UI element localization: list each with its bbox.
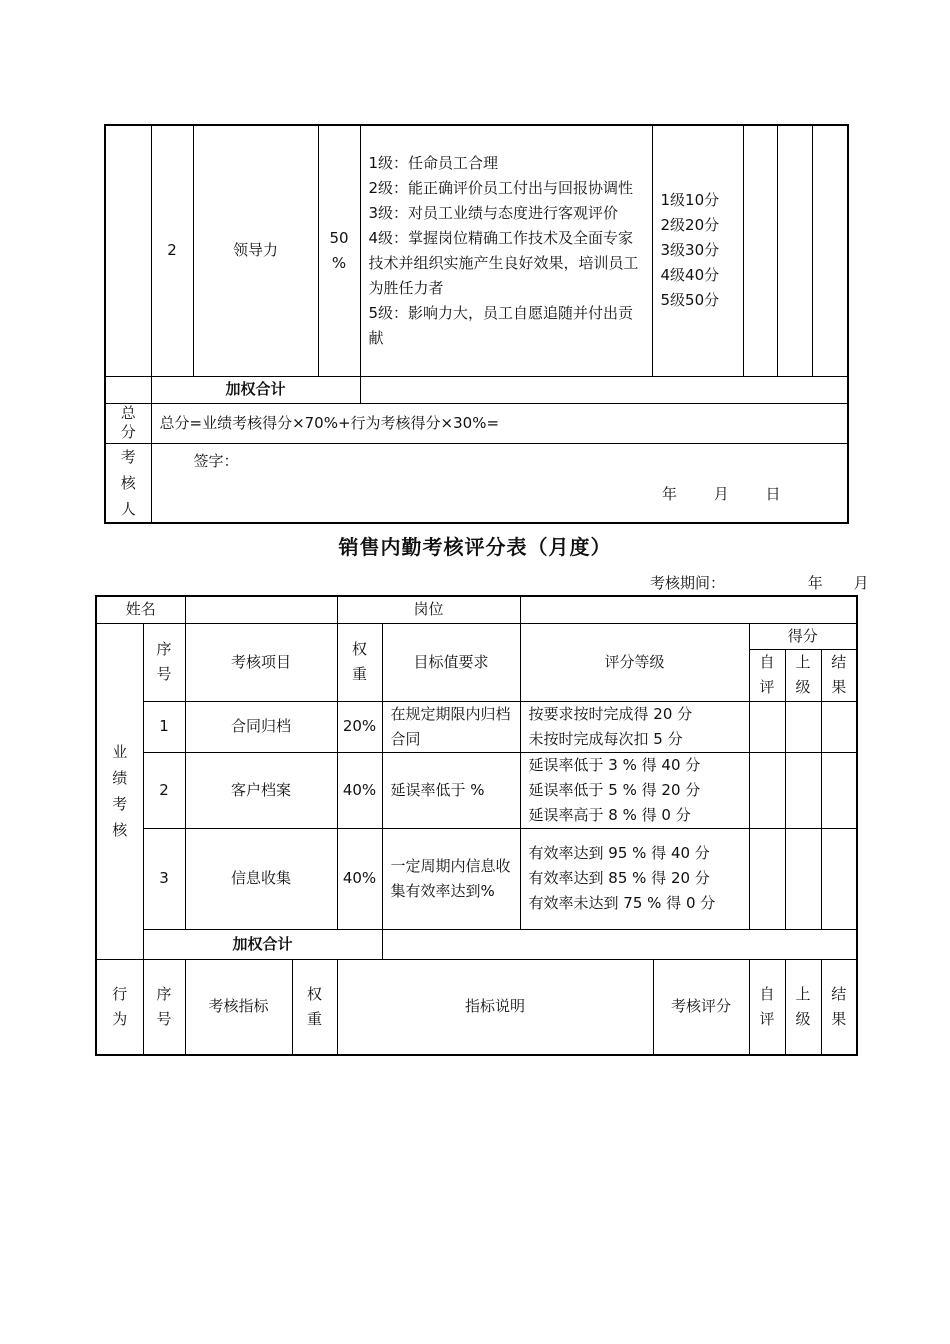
name-value[interactable] [185, 596, 337, 623]
header-self: 自 评 [749, 649, 785, 701]
superior-score-cell[interactable] [785, 828, 821, 929]
superior-score-cell[interactable] [785, 752, 821, 828]
row-target: 在规定期限内归档合同 [382, 701, 520, 752]
row-item: 信息收集 [185, 828, 337, 929]
table-row [96, 752, 857, 828]
name-label: 姓名 [96, 596, 185, 623]
weighted-total-label: 加权合计 [151, 376, 360, 403]
self-score-cell[interactable] [743, 125, 777, 376]
page-title: 销售内勤考核评分表（月度） [338, 535, 612, 559]
header-score: 得分 [749, 623, 857, 649]
behavior-header-description: 指标说明 [337, 959, 653, 1055]
result-score-cell[interactable] [812, 125, 848, 376]
result-score-cell[interactable] [821, 701, 857, 752]
result-score-cell[interactable] [821, 752, 857, 828]
row-item: 客户档案 [185, 752, 337, 828]
row-weight: 40% [337, 752, 382, 828]
row-grade: 延误率低于 3 % 得 40 分 延误率低于 5 % 得 20 分 延误率高于 8 % 得 0 分 [520, 752, 749, 828]
blank-section-cell [105, 125, 151, 376]
total-label: 总 分 [105, 403, 151, 443]
row-weight: 20% [337, 701, 382, 752]
header-item: 考核项目 [185, 623, 337, 701]
row-grade: 按要求按时完成得 20 分 未按时完成每次扣 5 分 [520, 701, 749, 752]
weighted-total-value[interactable] [360, 376, 848, 403]
behavior-header-indicator: 考核指标 [185, 959, 292, 1055]
behavior-header-result: 结 果 [821, 959, 857, 1055]
behavior-header-superior: 上 级 [785, 959, 821, 1055]
header-index: 序 号 [143, 623, 185, 701]
row-target: 一定周期内信息收集有效率达到% [382, 828, 520, 929]
position-label: 岗位 [337, 596, 520, 623]
row-grade: 有效率达到 95 % 得 40 分 有效率达到 85 % 得 20 分 有效率未达到 75 % 得 0 分 [520, 828, 749, 929]
section-behavior: 行 为 [96, 959, 143, 1055]
behavior-header-index: 序 号 [143, 959, 185, 1055]
row-weight: 50 % [318, 125, 360, 376]
blank-section-cell [105, 376, 151, 403]
row-name: 领导力 [193, 125, 318, 376]
superior-score-cell[interactable] [777, 125, 812, 376]
header-grade: 评分等级 [520, 623, 749, 701]
top-table [104, 124, 849, 524]
row-index: 3 [143, 828, 185, 929]
row-weight: 40% [337, 828, 382, 929]
self-score-cell[interactable] [749, 701, 785, 752]
period-month: 月 [853, 574, 869, 592]
behavior-header-self: 自 评 [749, 959, 785, 1055]
superior-score-cell[interactable] [785, 701, 821, 752]
behavior-header-row [96, 959, 857, 1055]
reviewer-label: 考 核 人 [105, 443, 151, 523]
row-target: 延误率低于 % [382, 752, 520, 828]
header-result: 结 果 [821, 649, 857, 701]
behavior-header-weight: 权 重 [292, 959, 337, 1055]
total-formula: 总分=业绩考核得分×70%+行为考核得分×30%= [151, 403, 848, 443]
result-score-cell[interactable] [821, 828, 857, 929]
header-superior: 上 级 [785, 649, 821, 701]
row-levels: 1级：任命员工合理 2级：能正确评价员工付出与回报协调性 3级：对员工业绩与态度进行客观评价 4级：掌握岗位精确工作技术及全面专家技术并组织实施产生良好效果，培训员工为胜任力者 5级：影响力大，员工自愿追随并付出贡献 [360, 125, 652, 376]
row-index: 2 [143, 752, 185, 828]
signature-date: 年 月 日 [662, 485, 781, 503]
header-target: 目标值要求 [382, 623, 520, 701]
behavior-header-evaluation: 考核评分 [653, 959, 749, 1055]
self-score-cell[interactable] [749, 828, 785, 929]
position-value[interactable] [520, 596, 857, 623]
weighted-total-value[interactable] [382, 929, 857, 959]
row-index: 2 [151, 125, 193, 376]
self-score-cell[interactable] [749, 752, 785, 828]
period-label: 考核期间： [650, 574, 726, 592]
period-line [650, 572, 869, 593]
period-year: 年 [807, 574, 823, 592]
weighted-total-label: 加权合计 [143, 929, 382, 959]
table-row [96, 828, 857, 929]
assessment-form [95, 595, 858, 1056]
header-weight: 权 重 [337, 623, 382, 701]
signature-label: 签字： [193, 451, 239, 470]
row-item: 合同归档 [185, 701, 337, 752]
row-scores: 1级10分 2级20分 3级30分 4级40分 5级50分 [652, 125, 743, 376]
section-performance: 业 绩 考 核 [96, 623, 143, 959]
row-index: 1 [143, 701, 185, 752]
table-row [96, 701, 857, 752]
